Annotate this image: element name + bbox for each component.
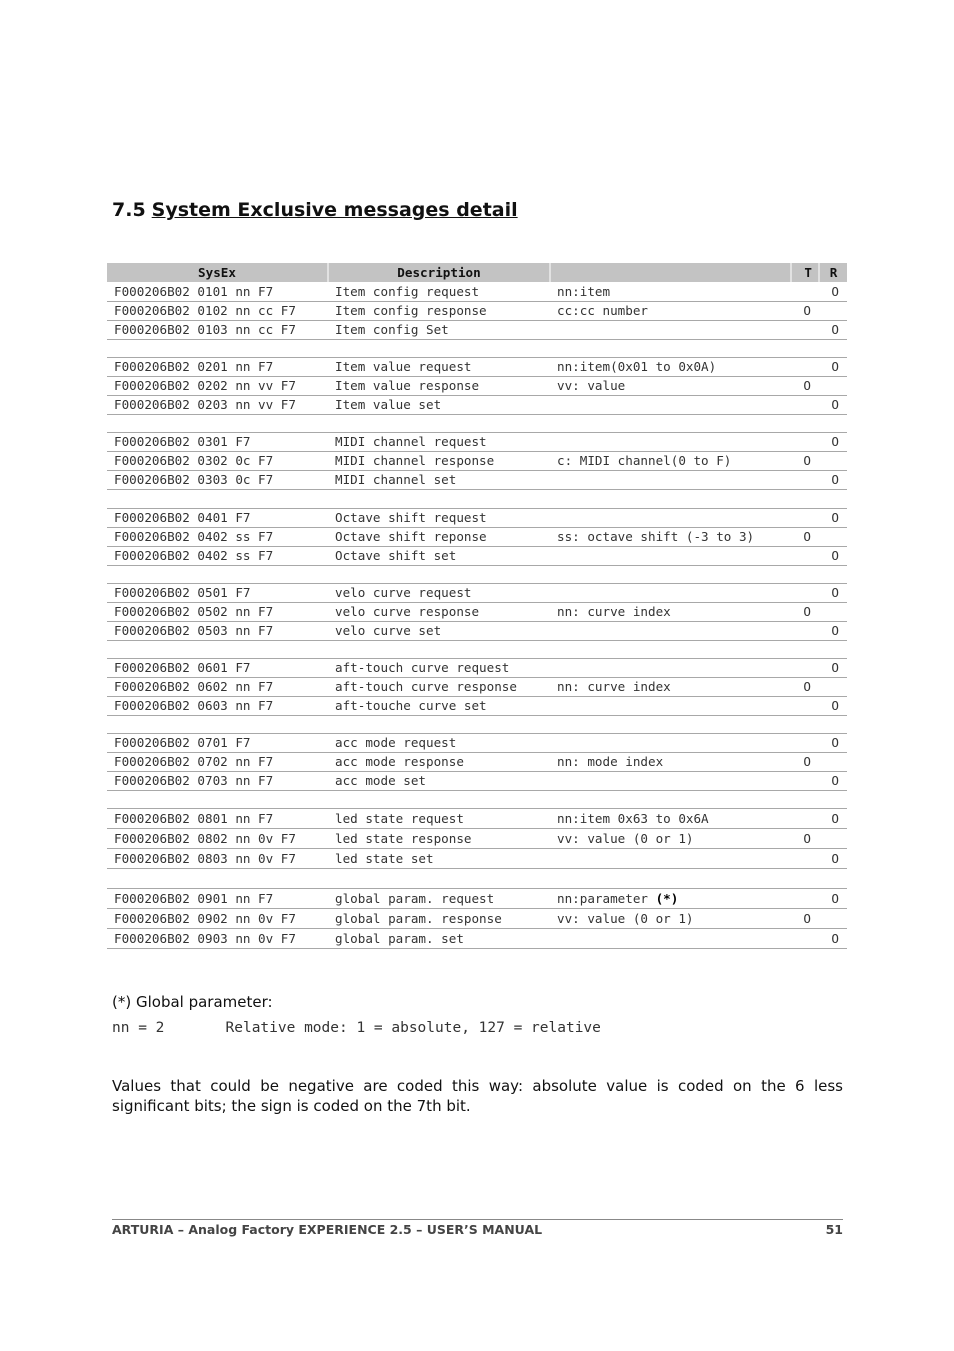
cell-param — [550, 282, 791, 301]
cell-description — [328, 696, 550, 715]
cell-t — [791, 752, 819, 771]
footer-rule — [112, 1219, 843, 1220]
cell-sysex-text: F000206B02 0301 F7 — [114, 434, 251, 449]
cell-t — [791, 621, 819, 640]
cell-description — [328, 908, 550, 928]
cell-r-text: O — [831, 359, 839, 374]
spacer-cell — [107, 868, 847, 888]
cell-r — [819, 376, 847, 395]
cell-param-text: vv: value — [557, 378, 626, 393]
cell-r-text: O — [831, 890, 839, 906]
header-t: T — [791, 263, 819, 282]
cell-param — [550, 432, 791, 451]
cell-param-text: ss: octave shift (-3 to 3) — [557, 529, 755, 544]
group-spacer-row — [107, 489, 847, 508]
cell-sysex-text: F000206B02 0601 F7 — [114, 660, 251, 675]
cell-description-text: MIDI channel request — [335, 434, 487, 449]
cell-sysex-text: F000206B02 0302 0c F7 — [114, 453, 274, 468]
cell-t — [791, 828, 819, 848]
cell-t — [791, 282, 819, 301]
cell-description — [328, 848, 550, 868]
cell-description-text: Octave shift set — [335, 548, 457, 563]
cell-t — [791, 320, 819, 339]
cell-param-text: nn:item — [557, 283, 611, 299]
cell-t — [791, 808, 819, 828]
cell-sysex-text: F000206B02 0202 nn vv F7 — [114, 378, 296, 393]
footnote-line — [112, 1020, 601, 1036]
cell-sysex — [107, 602, 328, 621]
cell-t-text: O — [803, 303, 811, 318]
cell-sysex-text: F000206B02 0701 F7 — [114, 735, 251, 750]
cell-sysex-text: F000206B02 0503 nn F7 — [114, 623, 274, 638]
cell-sysex — [107, 282, 328, 301]
cell-r-text: O — [831, 660, 839, 675]
spacer-cell — [107, 489, 847, 508]
cell-param-text: nn: curve index — [557, 679, 671, 694]
cell-t-text: O — [803, 910, 811, 926]
cell-sysex — [107, 583, 328, 602]
cell-param — [550, 908, 791, 928]
cell-sysex — [107, 771, 328, 790]
cell-r — [819, 301, 847, 320]
footnote-title: (*) Global parameter: — [112, 993, 273, 1011]
cell-description — [328, 602, 550, 621]
cell-r — [819, 928, 847, 948]
cell-sysex-text: F000206B02 0103 nn cc F7 — [114, 322, 296, 337]
cell-t — [791, 470, 819, 489]
cell-sysex-text: F000206B02 0802 nn 0v F7 — [114, 830, 296, 846]
cell-param-text: c: MIDI channel(0 to F) — [557, 453, 732, 468]
section-number: 7.5 — [112, 199, 146, 221]
cell-param — [550, 376, 791, 395]
cell-param — [550, 677, 791, 696]
cell-r — [819, 395, 847, 414]
cell-description — [328, 828, 550, 848]
table-row — [107, 848, 847, 868]
cell-param-text: nn: curve index — [557, 604, 671, 619]
header-sysex: SysEx — [107, 263, 328, 282]
cell-r — [819, 282, 847, 301]
cell-sysex — [107, 320, 328, 339]
cell-description-text: acc mode request — [335, 735, 457, 750]
cell-param — [550, 848, 791, 868]
cell-t — [791, 602, 819, 621]
cell-description — [328, 677, 550, 696]
cell-sysex-text: F000206B02 0903 nn 0v F7 — [114, 930, 296, 946]
group-spacer-row — [107, 868, 847, 888]
cell-sysex-text: F000206B02 0203 nn vv F7 — [114, 397, 296, 412]
table-row — [107, 376, 847, 395]
cell-r — [819, 451, 847, 470]
cell-param — [550, 470, 791, 489]
cell-param — [550, 696, 791, 715]
group-spacer-row — [107, 565, 847, 583]
cell-r — [819, 752, 847, 771]
cell-r — [819, 527, 847, 546]
cell-r — [819, 908, 847, 928]
cell-param — [550, 527, 791, 546]
header-r: R — [819, 263, 847, 282]
cell-t — [791, 696, 819, 715]
cell-t-text: O — [803, 679, 811, 694]
cell-param — [550, 928, 791, 948]
cell-sysex — [107, 808, 328, 828]
cell-description — [328, 320, 550, 339]
cell-description — [328, 527, 550, 546]
cell-sysex-text: F000206B02 0602 nn F7 — [114, 679, 274, 694]
cell-r-text: O — [831, 283, 839, 299]
cell-description-text: global param. response — [335, 910, 502, 926]
cell-description — [328, 301, 550, 320]
cell-r — [819, 470, 847, 489]
table-row — [107, 828, 847, 848]
table-row — [107, 282, 847, 301]
cell-t — [791, 508, 819, 527]
cell-t — [791, 301, 819, 320]
table-row — [107, 752, 847, 771]
cell-sysex — [107, 546, 328, 565]
cell-r — [819, 888, 847, 908]
cell-description — [328, 508, 550, 527]
cell-sysex — [107, 395, 328, 414]
table-row — [107, 546, 847, 565]
cell-description-text: velo curve set — [335, 623, 442, 638]
cell-sysex-text: F000206B02 0402 ss F7 — [114, 548, 274, 563]
header-param — [550, 263, 791, 282]
cell-param — [550, 583, 791, 602]
cell-param — [550, 771, 791, 790]
section-title: System Exclusive messages detail — [151, 199, 518, 221]
table-row — [107, 733, 847, 752]
table-header-row — [107, 263, 847, 282]
cell-t — [791, 395, 819, 414]
table-row — [107, 696, 847, 715]
cell-param — [550, 508, 791, 527]
cell-r-text: O — [831, 510, 839, 525]
cell-r — [819, 696, 847, 715]
cell-r — [819, 546, 847, 565]
group-spacer-row — [107, 339, 847, 357]
cell-description — [328, 621, 550, 640]
table-row — [107, 658, 847, 677]
spacer-cell — [107, 565, 847, 583]
cell-param — [550, 395, 791, 414]
body-paragraph: Values that could be negative are coded this way: absolute value is coded on the 6 less significant bits; the sign is coded on the 7th bit. — [112, 1077, 843, 1115]
cell-sysex — [107, 928, 328, 948]
cell-description — [328, 771, 550, 790]
cell-r — [819, 357, 847, 376]
spacer-cell — [107, 414, 847, 432]
cell-description-text: velo curve request — [335, 585, 472, 600]
table-row — [107, 301, 847, 320]
cell-t-text: O — [803, 754, 811, 769]
spacer-cell — [107, 640, 847, 658]
cell-description — [328, 376, 550, 395]
cell-t — [791, 733, 819, 752]
cell-sysex — [107, 677, 328, 696]
cell-param-text: nn:item 0x63 to 0x6A — [557, 810, 709, 826]
cell-param — [550, 602, 791, 621]
cell-r — [819, 848, 847, 868]
cell-sysex-text: F000206B02 0502 nn F7 — [114, 604, 274, 619]
table-row — [107, 621, 847, 640]
cell-description-text: MIDI channel response — [335, 453, 495, 468]
cell-r-text: O — [831, 623, 839, 638]
cell-r-text: O — [831, 322, 839, 337]
cell-r-text: O — [831, 930, 839, 946]
cell-r-text: O — [831, 850, 839, 866]
cell-r — [819, 808, 847, 828]
cell-sysex — [107, 301, 328, 320]
cell-sysex — [107, 752, 328, 771]
cell-param-text: vv: value (0 or 1) — [557, 830, 694, 846]
header-description: Description — [328, 263, 550, 282]
cell-t — [791, 771, 819, 790]
cell-r — [819, 432, 847, 451]
sysex-table — [107, 263, 847, 949]
table-row — [107, 677, 847, 696]
cell-r — [819, 828, 847, 848]
table-body — [107, 282, 847, 948]
cell-description — [328, 470, 550, 489]
table-row — [107, 583, 847, 602]
cell-description-text: acc mode set — [335, 773, 426, 788]
cell-param-text: nn:parameter — [557, 890, 648, 906]
cell-t-text: O — [803, 830, 811, 846]
cell-sysex — [107, 470, 328, 489]
cell-t-text: O — [803, 529, 811, 544]
table-row — [107, 451, 847, 470]
cell-sysex-text: F000206B02 0703 nn F7 — [114, 773, 274, 788]
cell-t — [791, 848, 819, 868]
cell-description — [328, 432, 550, 451]
param-bold-marker: (*) — [655, 890, 679, 906]
cell-param — [550, 301, 791, 320]
cell-param-text: nn:item(0x01 to 0x0A) — [557, 359, 717, 374]
cell-sysex-text: F000206B02 0201 nn F7 — [114, 359, 274, 374]
cell-r — [819, 677, 847, 696]
cell-description-text: aft-touch curve response — [335, 679, 517, 694]
cell-sysex — [107, 451, 328, 470]
cell-r-text: O — [831, 585, 839, 600]
cell-description-text: velo curve response — [335, 604, 480, 619]
spacer-cell — [107, 339, 847, 357]
cell-description — [328, 658, 550, 677]
cell-sysex-text: F000206B02 0501 F7 — [114, 585, 251, 600]
table-row — [107, 470, 847, 489]
cell-r-text: O — [831, 735, 839, 750]
group-spacer-row — [107, 715, 847, 733]
footnote-key: nn = 2 — [112, 1020, 165, 1036]
cell-param — [550, 357, 791, 376]
cell-param — [550, 752, 791, 771]
table-row — [107, 602, 847, 621]
cell-param — [550, 733, 791, 752]
cell-r — [819, 733, 847, 752]
group-spacer-row — [107, 640, 847, 658]
cell-r — [819, 621, 847, 640]
page-number: 51 — [825, 1222, 843, 1237]
cell-param — [550, 808, 791, 828]
cell-param — [550, 828, 791, 848]
cell-r-text: O — [831, 773, 839, 788]
cell-sysex-text: F000206B02 0902 nn 0v F7 — [114, 910, 296, 926]
cell-r-text: O — [831, 434, 839, 449]
cell-sysex-text: F000206B02 0101 nn F7 — [114, 283, 274, 299]
cell-sysex — [107, 658, 328, 677]
group-spacer-row — [107, 790, 847, 808]
cell-t-text: O — [803, 453, 811, 468]
cell-description-text: Item value set — [335, 397, 442, 412]
cell-param — [550, 451, 791, 470]
cell-description-text: global param. request — [335, 890, 495, 906]
cell-sysex-text: F000206B02 0401 F7 — [114, 510, 251, 525]
cell-sysex — [107, 357, 328, 376]
cell-t — [791, 888, 819, 908]
cell-sysex — [107, 848, 328, 868]
cell-r — [819, 658, 847, 677]
cell-param — [550, 546, 791, 565]
cell-r — [819, 583, 847, 602]
cell-t-text: O — [803, 378, 811, 393]
cell-sysex — [107, 733, 328, 752]
cell-r-text: O — [831, 397, 839, 412]
cell-t — [791, 527, 819, 546]
section-heading — [112, 199, 518, 221]
cell-r-text: O — [831, 548, 839, 563]
table-row — [107, 357, 847, 376]
cell-t — [791, 451, 819, 470]
cell-description-text: Octave shift request — [335, 510, 487, 525]
spacer-cell — [107, 715, 847, 733]
cell-description-text: global param. set — [335, 930, 464, 946]
spacer-cell — [107, 790, 847, 808]
cell-description — [328, 888, 550, 908]
cell-sysex-text: F000206B02 0801 nn F7 — [114, 810, 274, 826]
table-row — [107, 888, 847, 908]
cell-sysex-text: F000206B02 0102 nn cc F7 — [114, 303, 296, 318]
cell-param-text: vv: value (0 or 1) — [557, 910, 694, 926]
cell-description-text: Item config response — [335, 303, 487, 318]
table-row — [107, 808, 847, 828]
cell-t-text: O — [803, 604, 811, 619]
cell-t — [791, 658, 819, 677]
cell-r-text: O — [831, 698, 839, 713]
cell-description-text: Item config request — [335, 283, 480, 299]
cell-param — [550, 621, 791, 640]
cell-description-text: Item value request — [335, 359, 472, 374]
cell-param — [550, 888, 791, 908]
table-row — [107, 432, 847, 451]
cell-sysex — [107, 888, 328, 908]
cell-description-text: led state request — [335, 810, 464, 826]
footnote-value: Relative mode: 1 = absolute, 127 = relative — [225, 1020, 601, 1036]
cell-sysex-text: F000206B02 0402 ss F7 — [114, 529, 274, 544]
cell-sysex — [107, 508, 328, 527]
cell-description — [328, 451, 550, 470]
cell-sysex-text: F000206B02 0303 0c F7 — [114, 472, 274, 487]
cell-description-text: acc mode response — [335, 754, 464, 769]
cell-description — [328, 357, 550, 376]
cell-description-text: aft-touche curve set — [335, 698, 487, 713]
cell-sysex-text: F000206B02 0901 nn F7 — [114, 890, 274, 906]
cell-sysex-text: F000206B02 0702 nn F7 — [114, 754, 274, 769]
cell-description — [328, 928, 550, 948]
cell-description — [328, 546, 550, 565]
cell-description-text: aft-touch curve request — [335, 660, 510, 675]
cell-t — [791, 546, 819, 565]
table-row — [107, 928, 847, 948]
cell-description — [328, 752, 550, 771]
cell-description — [328, 583, 550, 602]
table-row — [107, 320, 847, 339]
cell-sysex — [107, 908, 328, 928]
cell-t — [791, 376, 819, 395]
cell-sysex — [107, 432, 328, 451]
cell-sysex — [107, 527, 328, 546]
cell-r — [819, 771, 847, 790]
table-row — [107, 771, 847, 790]
cell-sysex-text: F000206B02 0603 nn F7 — [114, 698, 274, 713]
cell-param-text: cc:cc number — [557, 303, 648, 318]
cell-description — [328, 808, 550, 828]
group-spacer-row — [107, 414, 847, 432]
cell-t — [791, 583, 819, 602]
table-row — [107, 508, 847, 527]
cell-r-text: O — [831, 810, 839, 826]
cell-sysex — [107, 621, 328, 640]
cell-description-text: Item config Set — [335, 322, 449, 337]
cell-r-text: O — [831, 472, 839, 487]
cell-t — [791, 357, 819, 376]
cell-description — [328, 395, 550, 414]
table-row — [107, 395, 847, 414]
table-row — [107, 527, 847, 546]
cell-description — [328, 282, 550, 301]
cell-sysex — [107, 696, 328, 715]
cell-r — [819, 320, 847, 339]
cell-t — [791, 677, 819, 696]
cell-r — [819, 602, 847, 621]
cell-param — [550, 320, 791, 339]
cell-t — [791, 432, 819, 451]
footer-title: ARTURIA – Analog Factory EXPERIENCE 2.5 – USER’S MANUAL — [112, 1222, 543, 1237]
cell-description-text: led state response — [335, 830, 472, 846]
cell-param — [550, 658, 791, 677]
table-row — [107, 908, 847, 928]
cell-t — [791, 928, 819, 948]
cell-sysex — [107, 828, 328, 848]
cell-sysex-text: F000206B02 0803 nn 0v F7 — [114, 850, 296, 866]
cell-t — [791, 908, 819, 928]
cell-r — [819, 508, 847, 527]
cell-sysex — [107, 376, 328, 395]
cell-description-text: Octave shift reponse — [335, 529, 487, 544]
cell-param-text: nn: mode index — [557, 754, 664, 769]
cell-description — [328, 733, 550, 752]
cell-description-text: led state set — [335, 850, 434, 866]
cell-description-text: MIDI channel set — [335, 472, 457, 487]
cell-description-text: Item value response — [335, 378, 480, 393]
